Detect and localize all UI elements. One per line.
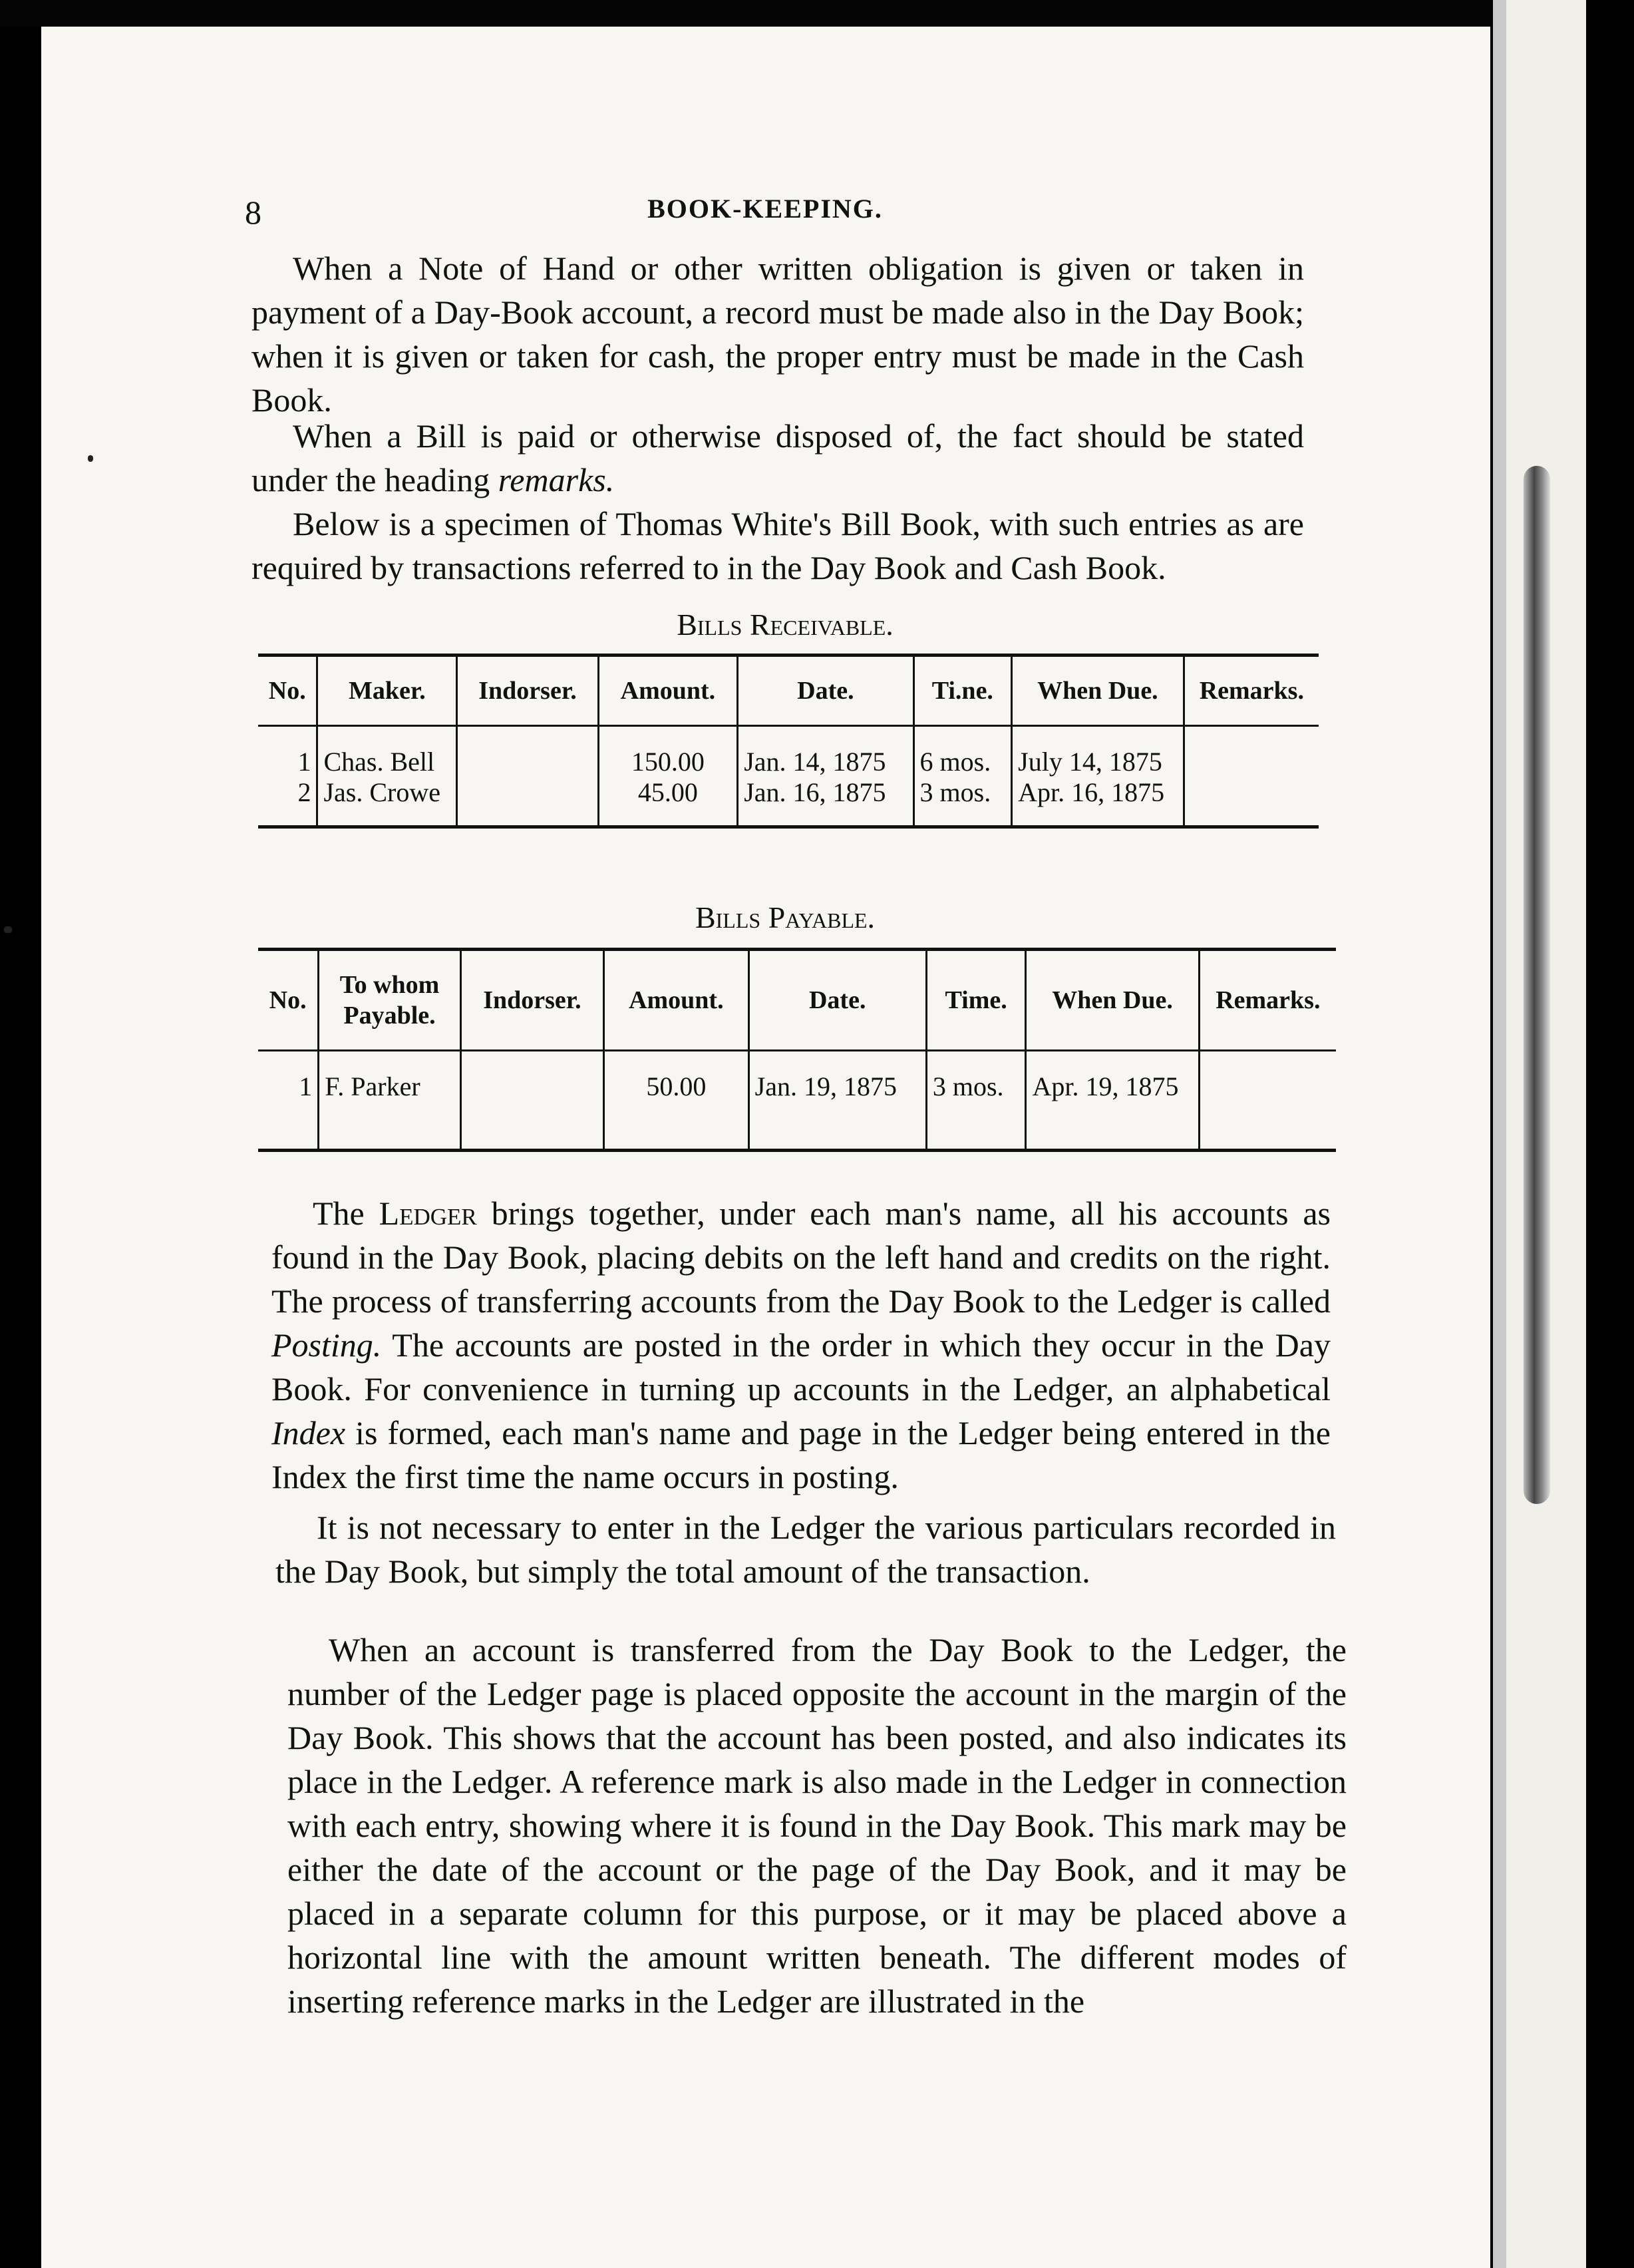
- running-head: BOOK-KEEPING.: [647, 194, 883, 224]
- table-row: [258, 1051, 1336, 1151]
- column-header-indorser: Indorser.: [457, 656, 598, 726]
- column-header-remarks: Remarks.: [1184, 656, 1319, 726]
- row-2-maker: Jas. Crowe: [323, 777, 440, 807]
- column-header-when-due: When Due.: [1012, 656, 1184, 726]
- column-header-remarks: Remarks.: [1199, 950, 1336, 1051]
- bills-receivable-title: Bills Receivable.: [677, 608, 894, 642]
- column-header-no: No.: [258, 656, 317, 726]
- cell-date: Jan. 19, 1875: [748, 1051, 926, 1151]
- row-1-indorser: [463, 747, 591, 777]
- column-header-no: No.: [258, 950, 319, 1051]
- column-header-time: Time.: [926, 950, 1026, 1051]
- posting-term: Posting.: [271, 1326, 382, 1364]
- row-1-remarks: [1190, 747, 1313, 777]
- row-1-time: 6 mos.: [919, 747, 991, 777]
- paragraph-text: The accounts are posted in the order in which they occur in the Day Book. For convenience in turning up accounts in the Ledger, an alphabetical: [271, 1326, 1331, 1408]
- column-header-to-whom-payable: To whom Payable.: [319, 950, 461, 1051]
- column-header-amount: Amount.: [598, 656, 738, 726]
- row-2-time: 3 mos.: [919, 777, 991, 807]
- cell-remarks: [1184, 726, 1319, 827]
- cell-remarks: [1199, 1051, 1336, 1151]
- row-2-date: Jan. 16, 1875: [744, 777, 886, 807]
- row-1-when-due: July 14, 1875: [1018, 747, 1162, 777]
- page-gutter-strip: [1493, 0, 1506, 2268]
- paragraph-specimen-intro: Below is a specimen of Thomas White's Bill Book, with such entries as are required by transactions referred to in the Day Book and Cash Book.: [251, 505, 1304, 586]
- cell-date: [738, 726, 913, 827]
- paragraph-ledger: [271, 1191, 1331, 1499]
- table-row: [258, 726, 1319, 827]
- paragraph-text: brings together, under each man's name, all his accounts as found in the Day Book, placing debits on the left hand and credits on the right. The process of transferring accounts from the Day Book to the Ledger is called: [271, 1195, 1331, 1320]
- paragraph-note-of-hand: When a Note of Hand or other written obligation is given or taken in payment of a Day-Book account, a record must be made also in the Day Book; when it is given or taken for cash, the proper entry must be made in the Cash Book.: [251, 250, 1304, 419]
- row-2-remarks: [1190, 777, 1313, 808]
- column-header-date: Date.: [738, 656, 913, 726]
- row-2-amount: 45.00: [637, 777, 698, 807]
- paragraph-bill-paid: [251, 414, 1304, 502]
- bills-receivable-table: [258, 654, 1319, 829]
- paragraph-ledger-particulars: It is not necessary to enter in the Ledger the various particulars recorded in the Day Book, but simply the total amount of the transaction.: [275, 1509, 1336, 1590]
- scan-speck: [4, 926, 12, 933]
- ledger-term: Ledger: [379, 1195, 477, 1232]
- cell-indorser: [457, 726, 598, 827]
- cell-amount: 50.00: [604, 1051, 749, 1151]
- row-1-maker: Chas. Bell: [323, 747, 435, 777]
- row-2-indorser: [463, 777, 591, 808]
- scan-border-far-right: [1586, 0, 1634, 2268]
- cell-amount: [598, 726, 738, 827]
- paragraph-text: When a Bill is paid or otherwise disposed of, the fact should be stated under the heading: [251, 417, 1304, 498]
- paragraph-text: is formed, each man's name and page in the Ledger being entered in the Index the first time the name occurs in posting.: [271, 1414, 1331, 1495]
- page-curl-shadow: [1524, 466, 1550, 1504]
- adjacent-page-edge: [1506, 0, 1586, 2268]
- row-1-no: 1: [297, 747, 311, 777]
- cell-indorser: [460, 1051, 603, 1151]
- column-header-maker: Maker.: [317, 656, 457, 726]
- paragraph-text: The: [313, 1195, 379, 1232]
- table-header-row: [258, 656, 1319, 726]
- cell-no: 1: [258, 1051, 319, 1151]
- row-1-amount: 150.00: [631, 747, 705, 777]
- table-header-row: [258, 950, 1336, 1051]
- cell-when-due: Apr. 19, 1875: [1026, 1051, 1199, 1151]
- cell-when-due: [1012, 726, 1184, 827]
- cell-time: [913, 726, 1012, 827]
- row-2-no: 2: [297, 777, 311, 807]
- page-number: 8: [245, 194, 261, 231]
- index-term: Index: [271, 1414, 346, 1451]
- remarks-emphasis: remarks.: [498, 461, 615, 498]
- paragraph-posting-reference: When an account is transferred from the Day Book to the Ledger, the number of the Ledger page is placed opposite the account in the margin of the Day Book. This shows that the account has been posted, and also indicates its place in the Ledger. A reference mark is also made in the Ledger in connection with each entry, showing where it is found in the Day Book. This mark may be either the date of the account or the page of the Day Book, and it may be placed in a separate column for this purpose, or it may be placed above a horizontal line with the amount written beneath. The different modes of inserting reference marks in the Ledger are illustrated in the: [287, 1631, 1347, 2020]
- column-header-date: Date.: [748, 950, 926, 1051]
- scan-shadow-top: [0, 0, 1634, 27]
- scan-speck: [88, 455, 93, 462]
- row-2-when-due: Apr. 16, 1875: [1018, 777, 1165, 807]
- column-header-indorser: Indorser.: [460, 950, 603, 1051]
- bills-payable-table: [258, 948, 1336, 1152]
- cell-no: [258, 726, 317, 827]
- column-header-amount: Amount.: [604, 950, 749, 1051]
- bills-payable-title: Bills Payable.: [695, 900, 876, 934]
- cell-time: 3 mos.: [926, 1051, 1026, 1151]
- cell-maker: [317, 726, 457, 827]
- column-header-when-due: When Due.: [1026, 950, 1199, 1051]
- cell-to-whom: F. Parker: [319, 1051, 461, 1151]
- column-header-time: Ti.ne.: [913, 656, 1012, 726]
- row-1-date: Jan. 14, 1875: [744, 747, 886, 777]
